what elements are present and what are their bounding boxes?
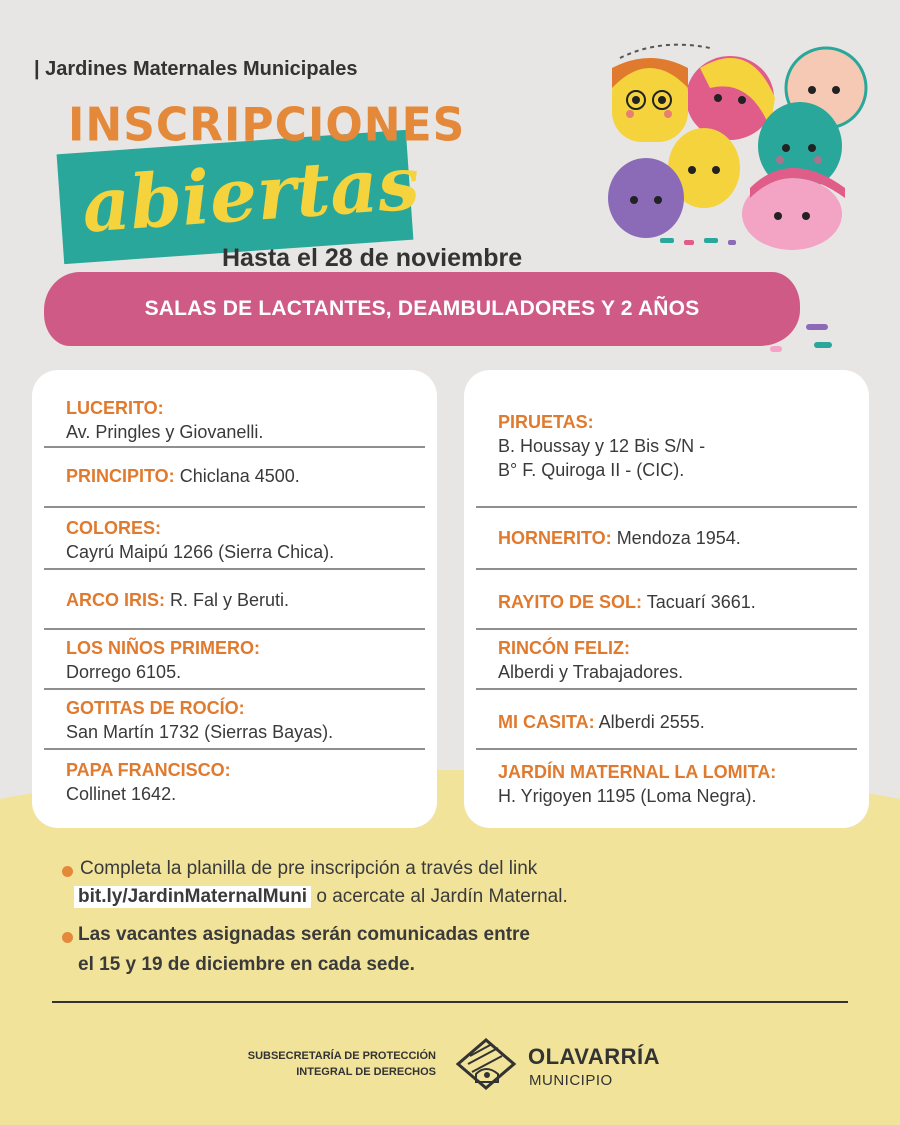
list-item: PRINCIPITO: Chiclana 4500.	[66, 466, 300, 486]
footer-divider	[52, 1001, 848, 1003]
list-item: ARCO IRIS: R. Fal y Beruti.	[66, 590, 290, 610]
deadline-text: Hasta el 28 de noviembre	[222, 244, 523, 272]
jardines-list-right	[464, 370, 869, 828]
list-item: LOS NIÑOS PRIMERO: Dorrego 6105.	[66, 638, 261, 682]
list-item: GOTITAS DE ROCÍO: San Martín 1732 (Sierras Bayas).	[66, 698, 334, 742]
list-item: LUCERITO: Av. Pringles y Giovanelli.	[66, 398, 264, 442]
decor-dash	[814, 342, 832, 348]
list-item: PIRUETAS: B. Houssay y 12 Bis S/N - B° F. Quiroga II - (CIC).	[498, 412, 706, 480]
info-line-1-tail: o acercate al Jardín Maternal.	[311, 886, 568, 907]
list-item: JARDÍN MATERNAL LA LOMITA: H. Yrigoyen 1195 (Loma Negra).	[498, 762, 777, 806]
divider	[476, 628, 857, 630]
age-groups-banner	[44, 272, 800, 346]
info-line-1: Completa la planilla de pre inscripción a través del link	[80, 858, 538, 879]
age-groups-text: SALAS DE LACTANTES, DEAMBULADORES Y 2 AÑOS	[144, 297, 700, 320]
bullet-icon	[62, 932, 73, 943]
divider	[476, 506, 857, 508]
list-item: MI CASITA: Alberdi 2555.	[498, 712, 705, 732]
divider	[44, 506, 425, 508]
info-line-2a: Las vacantes asignadas serán comunicadas entre	[78, 924, 530, 945]
org-title: | Jardines Maternales Municipales	[34, 58, 358, 80]
divider	[44, 688, 425, 690]
municipio-logo-icon	[452, 1034, 520, 1094]
signup-link[interactable]: bit.ly/JardinMaternalMuni	[74, 886, 311, 908]
info-line-1b	[74, 886, 568, 908]
info-line-2b: el 15 y 19 de diciembre en cada sede.	[78, 954, 415, 975]
divider	[44, 628, 425, 630]
divider	[44, 568, 425, 570]
hero-line2: abiertas	[79, 140, 423, 250]
divider	[44, 446, 425, 448]
divider	[476, 748, 857, 750]
list-item: HORNERITO: Mendoza 1954.	[498, 528, 741, 548]
list-item: RAYITO DE SOL: Tacuarí 3661.	[498, 592, 756, 612]
hero-line1: INSCRIPCIONES	[68, 98, 466, 153]
decor-dash	[770, 346, 782, 352]
list-item: COLORES: Cayrú Maipú 1266 (Sierra Chica).	[66, 518, 335, 562]
list-item: RINCÓN FELIZ: Alberdi y Trabajadores.	[498, 638, 684, 682]
divider	[44, 748, 425, 750]
department-name: SUBSECRETARÍA DE PROTECCIÓN INTEGRAL DE DERECHOS	[247, 1050, 436, 1078]
bullet-icon	[62, 866, 73, 877]
city-name: OLAVARRÍA	[528, 1044, 661, 1069]
decor-dash	[806, 324, 828, 330]
jardines-list-left	[32, 370, 437, 828]
municipio-label: MUNICIPIO	[529, 1072, 613, 1089]
divider	[476, 568, 857, 570]
list-item: PAPA FRANCISCO: Collinet 1642.	[66, 760, 231, 804]
divider	[476, 688, 857, 690]
children-faces-illustration	[600, 38, 870, 258]
